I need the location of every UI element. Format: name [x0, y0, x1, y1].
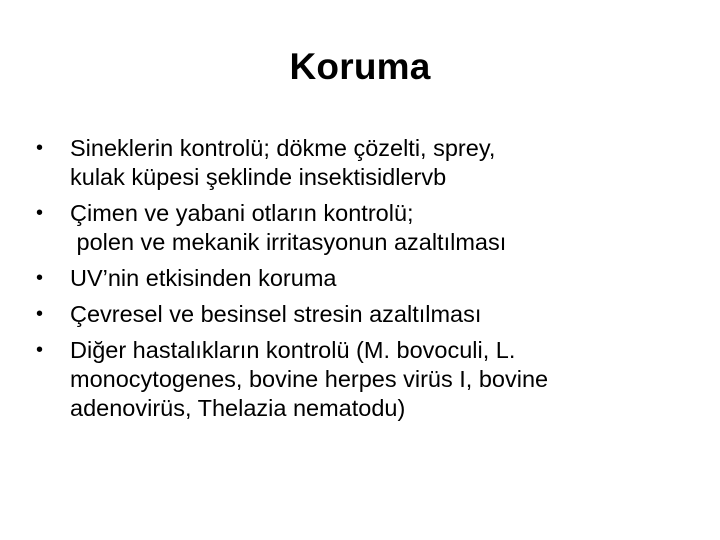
- bullet-item: [36, 300, 686, 329]
- bullet-text-line: Çimen ve yabani otların kontrolü;: [70, 200, 414, 226]
- bullet-text-line: kulak küpesi şeklinde insektisidlervb: [70, 164, 447, 190]
- bullet-item: [36, 134, 686, 192]
- bullet-dot-icon: •: [36, 202, 44, 224]
- bullet-dot-icon: •: [36, 267, 44, 289]
- bullet-text-line: UV’nin etkisinden koruma: [70, 265, 337, 291]
- bullet-dot-icon: •: [36, 303, 44, 325]
- bullet-text-line: Diğer hastalıkların kontrolü (M. bovoculi, L.: [70, 337, 516, 363]
- bullet-text-line: polen ve mekanik irritasyonun azaltılması: [70, 229, 507, 255]
- bullet-dot-icon: •: [36, 339, 44, 361]
- bullet-text-line: monocytogenes, bovine herpes virüs I, bovine: [70, 366, 549, 392]
- bullet-text-line: adenovirüs, Thelazia nematodu): [70, 395, 406, 421]
- bullet-text-line: Sineklerin kontrolü; dökme çözelti, sprey,: [70, 135, 496, 161]
- bullet-item: [36, 336, 686, 423]
- bullet-list: [36, 134, 686, 430]
- bullet-item: [36, 199, 686, 257]
- slide-title: Koruma: [289, 46, 431, 87]
- bullet-dot-icon: •: [36, 137, 44, 159]
- bullet-text-line: Çevresel ve besinsel stresin azaltılması: [70, 301, 482, 327]
- bullet-item: [36, 264, 686, 293]
